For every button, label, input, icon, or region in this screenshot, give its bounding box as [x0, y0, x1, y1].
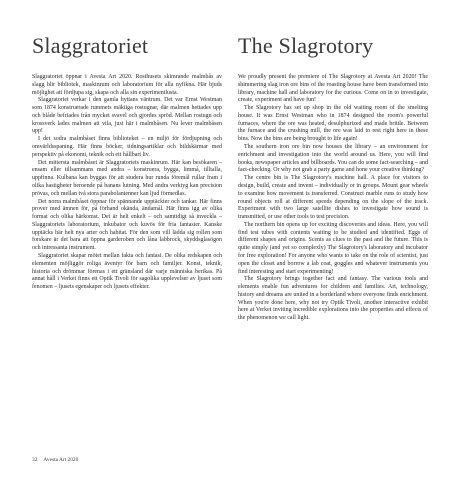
page-footer: [32, 457, 78, 463]
english-paragraph: The Slagrotory has set up shop in the old waiting room of the smelting house. It was Ernst Westman who in 1874 designed the room's powerful furnaces, where the ore was heated, desulphurized and made brittle. Between the furnace and the crushing mill, the ore was laid to rest right here in these bins. Now the bins are being brought to life again!: [238, 105, 428, 143]
english-body: [238, 74, 428, 323]
english-paragraph: We proudly present the premiere of The Slagrotory at Avesta Art 2020! The shimmering slag iron ore bins of the roasting house have been transformed into library, machine hall and laboratory for the curious. Come on in to investigate, create, experiment and have fun!: [238, 74, 428, 104]
swedish-paragraph: Det mittersta malmbåset är Slaggratoriets maskinrum. Här kan besökaren – ensam eller tillsammans med andra – konstruera, bygga, limmå, tilltalla, uppfinna. Kulbana kan byggas för att studera hur runda föremål rullar fram i olika hastigheter beroende på banans lutning. Med andra verktyg kan precision prövas, och mellan två stora parabolantenner kan ljud förmedlas.: [32, 159, 222, 197]
english-paragraph: The Slagrotory brings together fact and fantasy. The various tools and elements enable fun adventures for children and families. Art, technology, history and dreams are united in a borderland where everyone finds enrichment. When you're done here, why not try Optik Tivoli, another interactive exhibit here at Verket inviting incredible explorations into the properties and effects of the phenomenon we call light.: [238, 276, 428, 322]
swedish-paragraph: Det norra malmbåset öppnar för spännande upptäckter och tankar. Här finns prover med ämnen för, på förhand okända, ändamål. Här finns igg av olika format och olika härkomst. Det är helt enkelt – och samtidigt så inveckla – Slaggratoriets laboratorium, inkubator och kuvös för fria fantasier. Kanske upptäcks här helt nya arter och habitat. För den som vill lädda sig rollen som forskare är det bara att öppna garderoben och låna labbrock, skyddsglasögon och intressanta instrument.: [32, 198, 222, 252]
swedish-title: Slaggratoriet: [32, 33, 149, 58]
publication-name: Avesta Art 2020: [43, 457, 79, 463]
page-number: 32: [32, 457, 38, 463]
swedish-paragraph: Slaggratoriet öppnar i Avesta Art 2020. Rosthusets skimrande malmbås av slagg blir bibliotek, maskinrum och laboratorium för alla nyfikna. Här bjuds möjlighet att fördjupa sig, skapa och alla sin experimentlusta.: [32, 74, 222, 96]
english-paragraph: The centre bin is The Slagrotory's machine hall. A place for visitors to design, build, create and invent – individually or in groups. Mount gear wheels to examine how movement is transferred. Construct marble runs to study how round objects roll at different speeds depending on the slope of the track. Experiment with two large satellite dishes to investigate how sound is transmitted, or use other tools to test precision.: [238, 175, 428, 221]
swedish-paragraph: Slaggratoriet verkar i den gamla hyttans väntrum. Det var Ernst Westman som 1874 konstruerade rummets mäktiga rostugnar, där malmen hettades upp och blåde befriades från mycket svavel och gjordes spröd. Mellan rostugn och krossverk lades malmen att vila, just här i malmbåsen. Nu lever malmbåsen upp!: [32, 97, 222, 135]
english-paragraph: The northern bin opens up for exciting discoveries and ideas. Here, you will find test tubes with contents waiting to be studied and identified. Eggs of different shapes and origins. Scents as clues to the past and the future. This is quite simply (and yet so complexly) The Slagrotory's laboratory and incubator for free exploration! For anyone who wants to take on the role of scientist, just open the closet and borrow a lab coat, goggles and whatever instruments you find interesting and start experimenting!: [238, 221, 428, 275]
english-paragraph: The southern iron ore bin now houses the library – an environment for enrichment and investigation into the world around us. Here, you will find books, newspaper articles and billboards. You can do some fact-searching – and fact-checking. Or why not grab a party game and hone your creative thinking?: [238, 144, 428, 174]
swedish-column: [32, 0, 222, 292]
english-title: The Slagrotory: [238, 33, 374, 58]
swedish-body: [32, 74, 222, 292]
swedish-paragraph: Slaggratoriet skapar mötet mellan fakta och fantasi. De olika redskapen och elementen möjliggör roliga äventyr för barn och familjer. Konst, teknik, historia och drömmar förenas i ett gränsland där varje människa berikas. På annat håll i Verket finns ett Optik Tivoli för sagolika upplevelser av ljuset som fenomen – ljusets egenskaper och ljusets effekter.: [32, 252, 222, 291]
swedish-paragraph: I det sodra malmbåset finns biblioteket – en miljö för fördjupning och omvärldsspaning. Här finns böcker, tidningsartiklar och bildskärmar med perspektiv på ekonomi, teknik och ett hållbart liv.: [32, 136, 222, 158]
english-column: [238, 0, 428, 323]
